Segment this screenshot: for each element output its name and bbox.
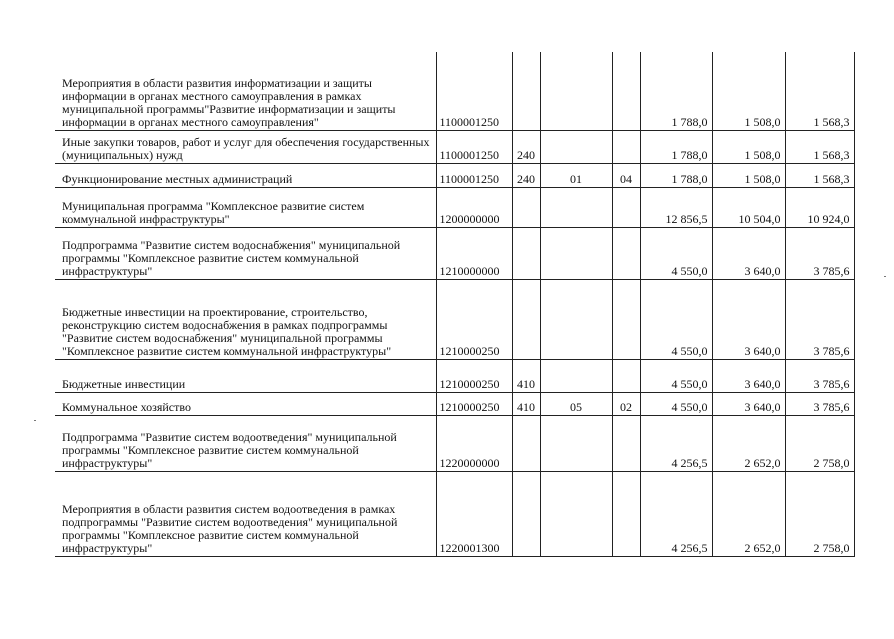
amount-year-1: 4 550,0 [640, 392, 712, 415]
row-name: Подпрограмма "Развитие систем водоснабжения" муниципальной программы "Комплексное развитие систем коммунальной инфраструктуры" [55, 227, 436, 279]
table-row [55, 415, 854, 471]
amount-year-1: 1 788,0 [640, 130, 712, 163]
amount-year-3: 1 568,3 [785, 52, 854, 130]
table-row [55, 392, 854, 415]
subsection-code [612, 359, 640, 392]
target-article-code: 1210000250 [436, 392, 512, 415]
amount-year-3: 2 758,0 [785, 415, 854, 471]
amount-year-1: 4 256,5 [640, 415, 712, 471]
row-name: Мероприятия в области развития систем водоотведения в рамках подпрограммы "Развитие систем водоотведения" муниципальной программы "Комплексное развитие систем коммунальной инфраструктуры" [55, 471, 436, 556]
amount-year-1: 1 788,0 [640, 52, 712, 130]
budget-table-sheet [55, 52, 854, 557]
amount-year-3: 10 924,0 [785, 187, 854, 227]
section-code [540, 279, 612, 359]
amount-year-2: 1 508,0 [712, 163, 785, 187]
section-code [540, 471, 612, 556]
target-article-code: 1220000000 [436, 415, 512, 471]
expense-type-code: 240 [512, 163, 540, 187]
subsection-code [612, 52, 640, 130]
table-row [55, 279, 854, 359]
amount-year-2: 3 640,0 [712, 392, 785, 415]
row-name: Коммунальное хозяйство [55, 392, 436, 415]
scan-speck [34, 420, 36, 421]
section-code: 05 [540, 392, 612, 415]
amount-year-3: 3 785,6 [785, 359, 854, 392]
subsection-code [612, 130, 640, 163]
amount-year-3: 3 785,6 [785, 279, 854, 359]
subsection-code [612, 415, 640, 471]
row-name: Мероприятия в области развития информатизации и защиты информации в органах местного самоуправления в рамках муниципальной программы"Развитие информатизации и защиты информации в органах местного самоуправления" [55, 52, 436, 130]
row-name: Муниципальная программа "Комплексное развитие систем коммунальной инфраструктуры" [55, 187, 436, 227]
amount-year-1: 12 856,5 [640, 187, 712, 227]
row-name: Подпрограмма "Развитие систем водоотведения" муниципальной программы "Комплексное развитие систем коммунальной инфраструктуры" [55, 415, 436, 471]
row-name: Бюджетные инвестиции на проектирование, строительство, реконструкцию систем водоснабжения в рамках подпрограммы "Развитие систем водоснабжения" муниципальной программы "Комплексное развитие систем коммунальной инфраструктуры" [55, 279, 436, 359]
scan-speck [884, 276, 886, 277]
target-article-code: 1220001300 [436, 471, 512, 556]
table-row [55, 52, 854, 130]
section-code [540, 130, 612, 163]
section-code [540, 415, 612, 471]
section-code [540, 227, 612, 279]
section-code [540, 187, 612, 227]
amount-year-3: 3 785,6 [785, 392, 854, 415]
subsection-code [612, 187, 640, 227]
table-row [55, 163, 854, 187]
expense-type-code: 240 [512, 130, 540, 163]
amount-year-2: 2 652,0 [712, 471, 785, 556]
subsection-code [612, 279, 640, 359]
table-row [55, 471, 854, 556]
amount-year-1: 4 550,0 [640, 359, 712, 392]
row-name: Функционирование местных администраций [55, 163, 436, 187]
amount-year-3: 1 568,3 [785, 130, 854, 163]
amount-year-3: 1 568,3 [785, 163, 854, 187]
subsection-code [612, 227, 640, 279]
table-row [55, 227, 854, 279]
subsection-code [612, 471, 640, 556]
target-article-code: 1100001250 [436, 163, 512, 187]
amount-year-3: 2 758,0 [785, 471, 854, 556]
expense-type-code [512, 52, 540, 130]
expense-type-code [512, 415, 540, 471]
table-row [55, 187, 854, 227]
expense-type-code [512, 471, 540, 556]
expense-type-code: 410 [512, 392, 540, 415]
expense-type-code [512, 227, 540, 279]
row-name: Бюджетные инвестиции [55, 359, 436, 392]
subsection-code: 04 [612, 163, 640, 187]
subsection-code: 02 [612, 392, 640, 415]
amount-year-2: 1 508,0 [712, 130, 785, 163]
amount-year-1: 4 550,0 [640, 227, 712, 279]
target-article-code: 1210000250 [436, 279, 512, 359]
expense-type-code [512, 187, 540, 227]
target-article-code: 1200000000 [436, 187, 512, 227]
table-row [55, 359, 854, 392]
section-code: 01 [540, 163, 612, 187]
target-article-code: 1210000000 [436, 227, 512, 279]
expense-type-code [512, 279, 540, 359]
amount-year-3: 3 785,6 [785, 227, 854, 279]
amount-year-1: 4 256,5 [640, 471, 712, 556]
section-code [540, 52, 612, 130]
target-article-code: 1100001250 [436, 130, 512, 163]
amount-year-2: 2 652,0 [712, 415, 785, 471]
expense-type-code: 410 [512, 359, 540, 392]
amount-year-2: 3 640,0 [712, 279, 785, 359]
amount-year-1: 1 788,0 [640, 163, 712, 187]
amount-year-1: 4 550,0 [640, 279, 712, 359]
section-code [540, 359, 612, 392]
amount-year-2: 10 504,0 [712, 187, 785, 227]
amount-year-2: 3 640,0 [712, 359, 785, 392]
table-row [55, 130, 854, 163]
amount-year-2: 3 640,0 [712, 227, 785, 279]
row-name: Иные закупки товаров, работ и услуг для обеспечения государственных (муниципальных) нужд [55, 130, 436, 163]
target-article-code: 1210000250 [436, 359, 512, 392]
budget-table [55, 52, 855, 557]
amount-year-2: 1 508,0 [712, 52, 785, 130]
target-article-code: 1100001250 [436, 52, 512, 130]
